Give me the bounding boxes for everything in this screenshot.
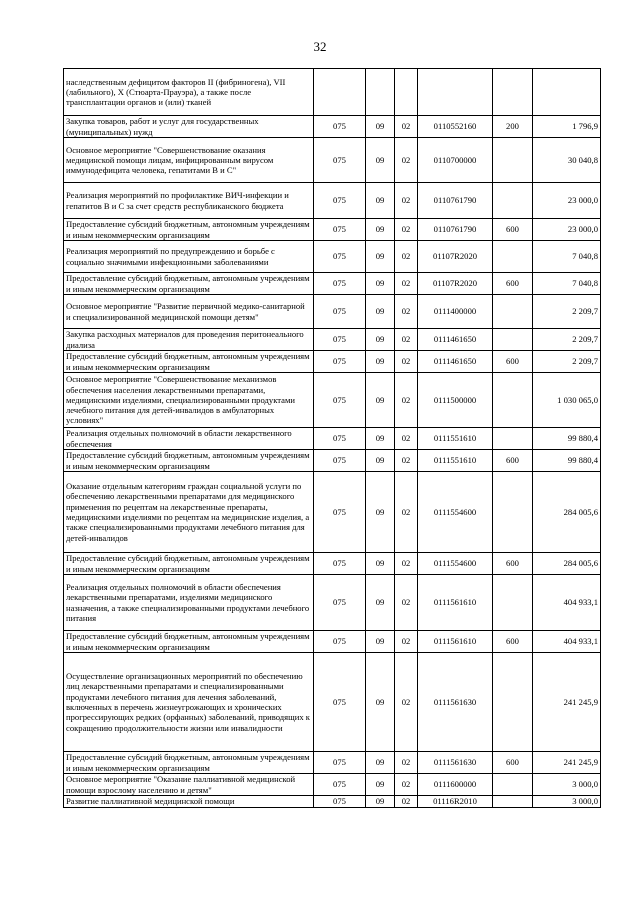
row-admin-code-cell: 075 (314, 373, 366, 428)
row-subsection-cell: 02 (395, 653, 418, 752)
row-admin-code-cell: 075 (314, 295, 366, 329)
row-name-cell: Реализация отдельных полномочий в области лекарственного обеспечения (64, 428, 314, 450)
row-admin-code-cell: 075 (314, 138, 366, 183)
row-amount-cell: 241 245,9 (533, 752, 601, 774)
row-amount-cell: 3 000,0 (533, 774, 601, 796)
table-row (64, 351, 601, 373)
row-section-cell (366, 69, 395, 116)
row-section-cell: 09 (366, 241, 395, 273)
row-admin-code-cell: 075 (314, 472, 366, 553)
row-target-code-cell: 0111400000 (418, 295, 493, 329)
row-admin-code-cell: 075 (314, 575, 366, 631)
table-row (64, 116, 601, 138)
table-row (64, 752, 601, 774)
row-target-code-cell: 0111561610 (418, 631, 493, 653)
row-amount-cell: 7 040,8 (533, 241, 601, 273)
row-expense-type-cell: 600 (493, 631, 533, 653)
row-target-code-cell: 0110761790 (418, 219, 493, 241)
row-amount-cell: 3 000,0 (533, 796, 601, 808)
row-target-code-cell: 0110761790 (418, 183, 493, 219)
table-row (64, 183, 601, 219)
row-expense-type-cell: 600 (493, 273, 533, 295)
row-target-code-cell: 01116R2010 (418, 796, 493, 808)
row-amount-cell: 7 040,8 (533, 273, 601, 295)
row-name-cell: Оказание отдельным категориям граждан социальной услуги по обеспечению лекарственными препаратами для медицинского применения по рецептам на лекарственные препараты, медицинскими изделиями по рецептам на медицинские изделия, а также специализированными продуктами лечебного питания для детей-инвалидов (64, 472, 314, 553)
row-target-code-cell: 0111561610 (418, 575, 493, 631)
row-expense-type-cell (493, 774, 533, 796)
row-name-cell: Предоставление субсидий бюджетным, автономным учреждениям и иным некоммерческим организациям (64, 351, 314, 373)
table-row (64, 428, 601, 450)
row-section-cell: 09 (366, 273, 395, 295)
table-row (64, 774, 601, 796)
row-target-code-cell: 0111561630 (418, 653, 493, 752)
row-subsection-cell: 02 (395, 631, 418, 653)
row-subsection-cell: 02 (395, 553, 418, 575)
row-name-cell: Предоставление субсидий бюджетным, автономным учреждениям и иным некоммерческим организациям (64, 273, 314, 295)
row-section-cell: 09 (366, 472, 395, 553)
row-admin-code-cell: 075 (314, 428, 366, 450)
row-target-code-cell: 0110700000 (418, 138, 493, 183)
row-target-code-cell (418, 69, 493, 116)
table-row (64, 553, 601, 575)
row-admin-code-cell: 075 (314, 653, 366, 752)
row-admin-code-cell: 075 (314, 329, 366, 351)
row-subsection-cell: 02 (395, 428, 418, 450)
row-expense-type-cell: 600 (493, 351, 533, 373)
row-expense-type-cell (493, 329, 533, 351)
table-row (64, 373, 601, 428)
row-subsection-cell: 02 (395, 116, 418, 138)
row-name-cell: наследственным дефицитом факторов II (фибриногена), VII (лабильного), X (Стюарта-Прауэра), а также после трансплантации органов и (или) тканей (64, 69, 314, 116)
row-amount-cell: 1 796,9 (533, 116, 601, 138)
row-expense-type-cell (493, 796, 533, 808)
row-name-cell: Основное мероприятие "Оказание паллиативной медицинской помощи взрослому населению и детям" (64, 774, 314, 796)
row-name-cell: Закупка товаров, работ и услуг для государственных (муниципальных) нужд (64, 116, 314, 138)
row-section-cell: 09 (366, 351, 395, 373)
row-amount-cell: 241 245,9 (533, 653, 601, 752)
row-section-cell: 09 (366, 373, 395, 428)
row-amount-cell (533, 69, 601, 116)
table-row (64, 219, 601, 241)
row-section-cell: 09 (366, 553, 395, 575)
row-section-cell: 09 (366, 428, 395, 450)
row-amount-cell: 99 880,4 (533, 428, 601, 450)
row-section-cell: 09 (366, 183, 395, 219)
row-name-cell: Закупка расходных материалов для проведения перитонеального диализа (64, 329, 314, 351)
row-section-cell: 09 (366, 219, 395, 241)
row-section-cell: 09 (366, 329, 395, 351)
row-expense-type-cell: 600 (493, 752, 533, 774)
row-section-cell: 09 (366, 295, 395, 329)
row-subsection-cell: 02 (395, 329, 418, 351)
row-name-cell: Основное мероприятие "Совершенствование механизмов обеспечения населения лекарственными препаратами, медицинскими изделиями, специализированными продуктами лечебного питания для детей-инвалидов в амбулаторных условиях" (64, 373, 314, 428)
table-row (64, 653, 601, 752)
row-admin-code-cell: 075 (314, 553, 366, 575)
row-section-cell: 09 (366, 116, 395, 138)
row-subsection-cell: 02 (395, 575, 418, 631)
row-subsection-cell: 02 (395, 138, 418, 183)
row-target-code-cell: 0111551610 (418, 428, 493, 450)
budget-table (63, 68, 601, 808)
row-name-cell: Развитие паллиативной медицинской помощи (64, 796, 314, 808)
row-admin-code-cell: 075 (314, 774, 366, 796)
row-admin-code-cell: 075 (314, 631, 366, 653)
row-expense-type-cell (493, 653, 533, 752)
row-subsection-cell (395, 69, 418, 116)
row-admin-code-cell: 075 (314, 116, 366, 138)
row-section-cell: 09 (366, 450, 395, 472)
table-row (64, 796, 601, 808)
row-amount-cell: 2 209,7 (533, 329, 601, 351)
row-target-code-cell: 0111461650 (418, 351, 493, 373)
table-row (64, 472, 601, 553)
row-section-cell: 09 (366, 575, 395, 631)
row-subsection-cell: 02 (395, 241, 418, 273)
row-target-code-cell: 0111554600 (418, 472, 493, 553)
row-subsection-cell: 02 (395, 183, 418, 219)
row-admin-code-cell: 075 (314, 752, 366, 774)
row-amount-cell: 284 005,6 (533, 472, 601, 553)
row-name-cell: Предоставление субсидий бюджетным, автономным учреждениям и иным некоммерческим организациям (64, 553, 314, 575)
row-expense-type-cell (493, 138, 533, 183)
row-target-code-cell: 01107R2020 (418, 241, 493, 273)
row-admin-code-cell: 075 (314, 183, 366, 219)
row-subsection-cell: 02 (395, 450, 418, 472)
table-row (64, 69, 601, 116)
table-row (64, 631, 601, 653)
row-subsection-cell: 02 (395, 752, 418, 774)
row-amount-cell: 23 000,0 (533, 183, 601, 219)
table-row (64, 575, 601, 631)
row-expense-type-cell (493, 183, 533, 219)
row-expense-type-cell (493, 373, 533, 428)
row-section-cell: 09 (366, 653, 395, 752)
row-subsection-cell: 02 (395, 351, 418, 373)
row-amount-cell: 99 880,4 (533, 450, 601, 472)
row-section-cell: 09 (366, 752, 395, 774)
row-target-code-cell: 01107R2020 (418, 273, 493, 295)
row-section-cell: 09 (366, 774, 395, 796)
row-name-cell: Предоставление субсидий бюджетным, автономным учреждениям и иным некоммерческим организациям (64, 631, 314, 653)
row-expense-type-cell: 200 (493, 116, 533, 138)
row-expense-type-cell: 600 (493, 450, 533, 472)
row-target-code-cell: 0111600000 (418, 774, 493, 796)
row-expense-type-cell (493, 241, 533, 273)
row-name-cell: Предоставление субсидий бюджетным, автономным учреждениям и иным некоммерческим организациям (64, 450, 314, 472)
budget-table-body (64, 69, 601, 808)
row-expense-type-cell: 600 (493, 219, 533, 241)
row-expense-type-cell (493, 472, 533, 553)
row-name-cell: Основное мероприятие "Развитие первичной медико-санитарной и специализированной медицинской помощи детям" (64, 295, 314, 329)
row-target-code-cell: 0110552160 (418, 116, 493, 138)
row-target-code-cell: 0111554600 (418, 553, 493, 575)
row-admin-code-cell: 075 (314, 351, 366, 373)
row-admin-code-cell: 075 (314, 450, 366, 472)
table-row (64, 241, 601, 273)
row-amount-cell: 2 209,7 (533, 351, 601, 373)
row-expense-type-cell: 600 (493, 553, 533, 575)
row-name-cell: Реализация мероприятий по профилактике ВИЧ-инфекции и гепатитов B и C за счет средств республиканского бюджета (64, 183, 314, 219)
row-target-code-cell: 0111551610 (418, 450, 493, 472)
table-row (64, 295, 601, 329)
row-admin-code-cell: 075 (314, 273, 366, 295)
row-admin-code-cell: 075 (314, 219, 366, 241)
row-target-code-cell: 0111561630 (418, 752, 493, 774)
row-admin-code-cell (314, 69, 366, 116)
row-subsection-cell: 02 (395, 295, 418, 329)
row-name-cell: Предоставление субсидий бюджетным, автономным учреждениям и иным некоммерческим организациям (64, 752, 314, 774)
row-name-cell: Реализация отдельных полномочий в области обеспечения лекарственными препаратами, изделиями медицинского назначения, а также специализированными продуктами лечебного питания (64, 575, 314, 631)
row-amount-cell: 1 030 065,0 (533, 373, 601, 428)
row-section-cell: 09 (366, 631, 395, 653)
row-name-cell: Осуществление организационных мероприятий по обеспечению лиц лекарственными препаратами и специализированными продуктами лечебного питания для лечения заболеваний, включенных в перечень жизнеугрожающих и хронических прогрессирующих редких (орфанных) заболеваний, приводящих к сокращению продолжительности жизни или инвалидности (64, 653, 314, 752)
row-target-code-cell: 0111500000 (418, 373, 493, 428)
row-name-cell: Предоставление субсидий бюджетным, автономным учреждениям и иным некоммерческим организациям (64, 219, 314, 241)
page-number: 32 (313, 39, 327, 54)
row-amount-cell: 23 000,0 (533, 219, 601, 241)
row-amount-cell: 2 209,7 (533, 295, 601, 329)
row-target-code-cell: 0111461650 (418, 329, 493, 351)
row-expense-type-cell (493, 428, 533, 450)
row-subsection-cell: 02 (395, 796, 418, 808)
table-row (64, 329, 601, 351)
row-subsection-cell: 02 (395, 219, 418, 241)
table-row (64, 273, 601, 295)
row-admin-code-cell: 075 (314, 241, 366, 273)
row-section-cell: 09 (366, 138, 395, 183)
row-expense-type-cell (493, 575, 533, 631)
row-amount-cell: 404 933,1 (533, 575, 601, 631)
row-subsection-cell: 02 (395, 373, 418, 428)
table-row (64, 450, 601, 472)
row-subsection-cell: 02 (395, 774, 418, 796)
row-expense-type-cell (493, 69, 533, 116)
row-amount-cell: 30 040,8 (533, 138, 601, 183)
row-expense-type-cell (493, 295, 533, 329)
row-admin-code-cell: 075 (314, 796, 366, 808)
row-name-cell: Реализация мероприятий по предупреждению и борьбе с социально значимыми инфекционными заболеваниями (64, 241, 314, 273)
row-subsection-cell: 02 (395, 273, 418, 295)
row-subsection-cell: 02 (395, 472, 418, 553)
row-name-cell: Основное мероприятие "Совершенствование оказания медицинской помощи лицам, инфицированным вирусом иммунодефицита человека, гепатитами B и C" (64, 138, 314, 183)
row-amount-cell: 284 005,6 (533, 553, 601, 575)
table-row (64, 138, 601, 183)
row-section-cell: 09 (366, 796, 395, 808)
row-amount-cell: 404 933,1 (533, 631, 601, 653)
